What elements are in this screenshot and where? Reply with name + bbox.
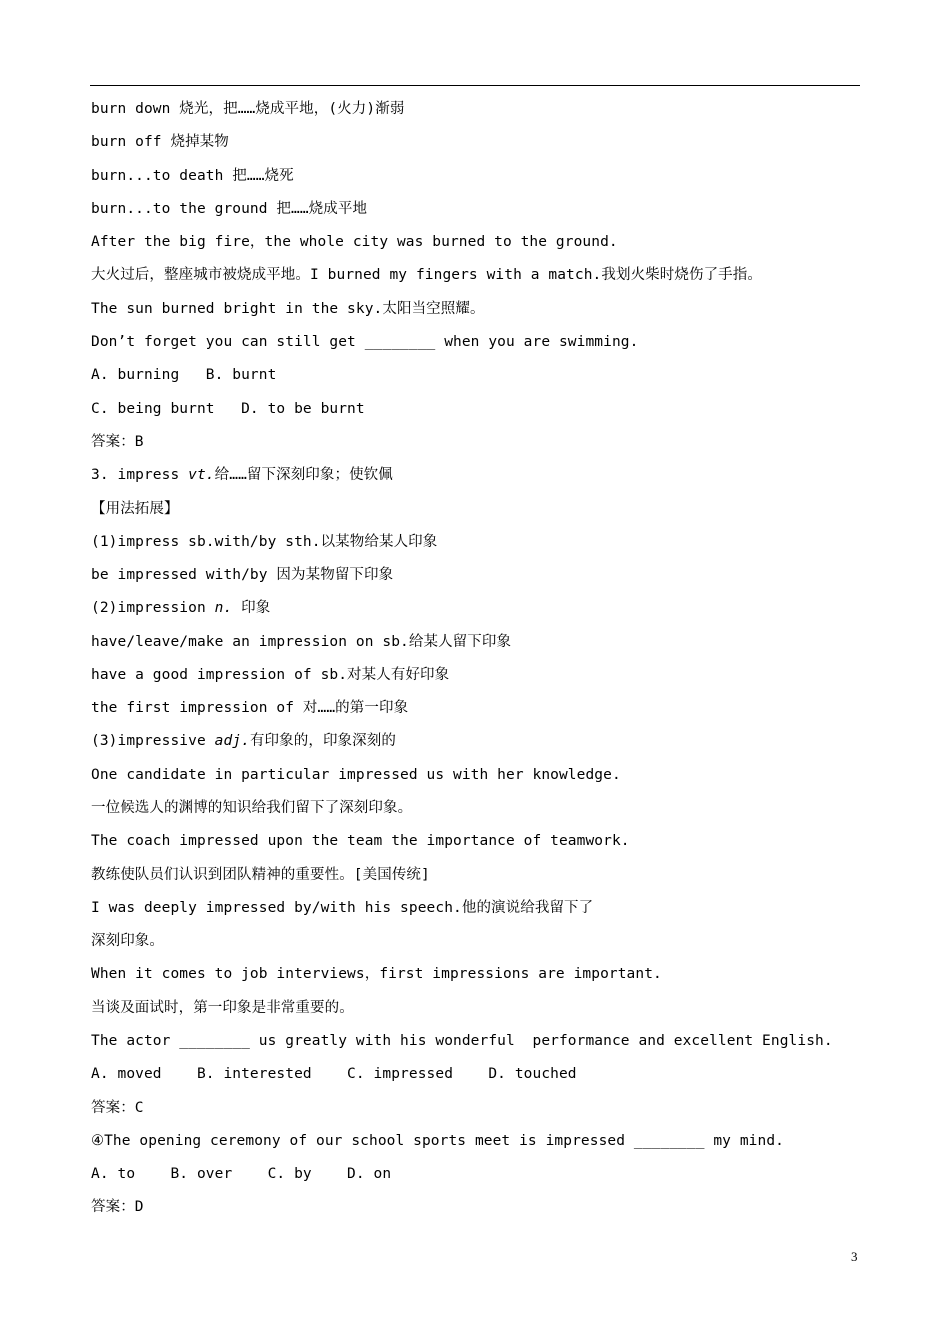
text-line: One candidate in particular impressed us with her knowledge.	[91, 767, 621, 783]
text-line: burn...to the ground 把……烧成平地	[91, 201, 368, 217]
text-line: The coach impressed upon the team the importance of teamwork.	[91, 833, 630, 849]
question-text: ④The opening ceremony of our school sports meet is impressed ________ my mind.	[91, 1133, 784, 1149]
answer-key: 答案：C	[91, 1100, 144, 1116]
entry-definition: 有印象的，印象深刻的	[249, 733, 396, 749]
text-line: 教练使队员们认识到团队精神的重要性。[美国传统]	[91, 867, 430, 883]
text-line: have/leave/make an impression on sb.给某人留下印象	[91, 634, 512, 650]
text-line: the first impression of 对……的第一印象	[91, 700, 409, 716]
text-line: burn...to death 把……烧死	[91, 168, 294, 184]
part-of-speech: adj.	[214, 733, 250, 749]
answer-options: C. being burnt D. to be burnt	[91, 401, 365, 417]
text-line: (1)impress sb.with/by sth.以某物给某人印象	[91, 534, 438, 550]
part-of-speech: n.	[214, 600, 233, 616]
answer-key: 答案：B	[91, 434, 144, 450]
answer-options: A. to B. over C. by D. on	[91, 1166, 392, 1182]
question-text: The actor ________ us greatly with his wonderful performance and excellent English.	[91, 1033, 833, 1049]
answer-options: A. burning B. burnt	[91, 367, 277, 383]
page-number: 3	[851, 1249, 858, 1264]
entry-word: 3. impress	[91, 467, 189, 483]
part-of-speech: vt.	[188, 467, 215, 483]
text-line: The sun burned bright in the sky.太阳当空照耀。	[91, 301, 485, 317]
answer-key: 答案：D	[91, 1199, 144, 1215]
text-line: be impressed with/by 因为某物留下印象	[91, 567, 394, 583]
text-line: have a good impression of sb.对某人有好印象	[91, 667, 450, 683]
text-line: 一位候选人的渊博的知识给我们留下了深刻印象。	[91, 800, 413, 816]
entry-heading	[91, 465, 393, 485]
entry-definition: 印象	[232, 600, 271, 616]
text-line: 当谈及面试时，第一印象是非常重要的。	[91, 1000, 354, 1016]
text-line: burn down 烧光，把……烧成平地，(火力)渐弱	[91, 101, 405, 117]
text-line: When it comes to job interviews，first impressions are important.	[91, 966, 662, 982]
text-line: 深刻印象。	[91, 933, 164, 949]
text-line: burn off 烧掉某物	[91, 134, 229, 150]
entry-word: (2)impression	[91, 600, 215, 616]
header-rule	[90, 85, 860, 86]
text-line: I was deeply impressed by/with his speech.他的演说给我留下了	[91, 900, 594, 916]
text-line: 大火过后，整座城市被烧成平地。I burned my fingers with a match.我划火柴时烧伤了手指。	[91, 267, 762, 283]
text-line	[91, 731, 396, 751]
entry-definition: 给……留下深刻印象；使钦佩	[214, 467, 393, 483]
answer-options: A. moved B. interested C. impressed D. touched	[91, 1066, 577, 1082]
question-text: Don’t forget you can still get ________ when you are swimming.	[91, 334, 639, 350]
section-heading: 【用法拓展】	[91, 501, 179, 517]
entry-word: (3)impressive	[91, 733, 215, 749]
text-line	[91, 598, 270, 618]
text-line: After the big fire，the whole city was burned to the ground.	[91, 234, 618, 250]
